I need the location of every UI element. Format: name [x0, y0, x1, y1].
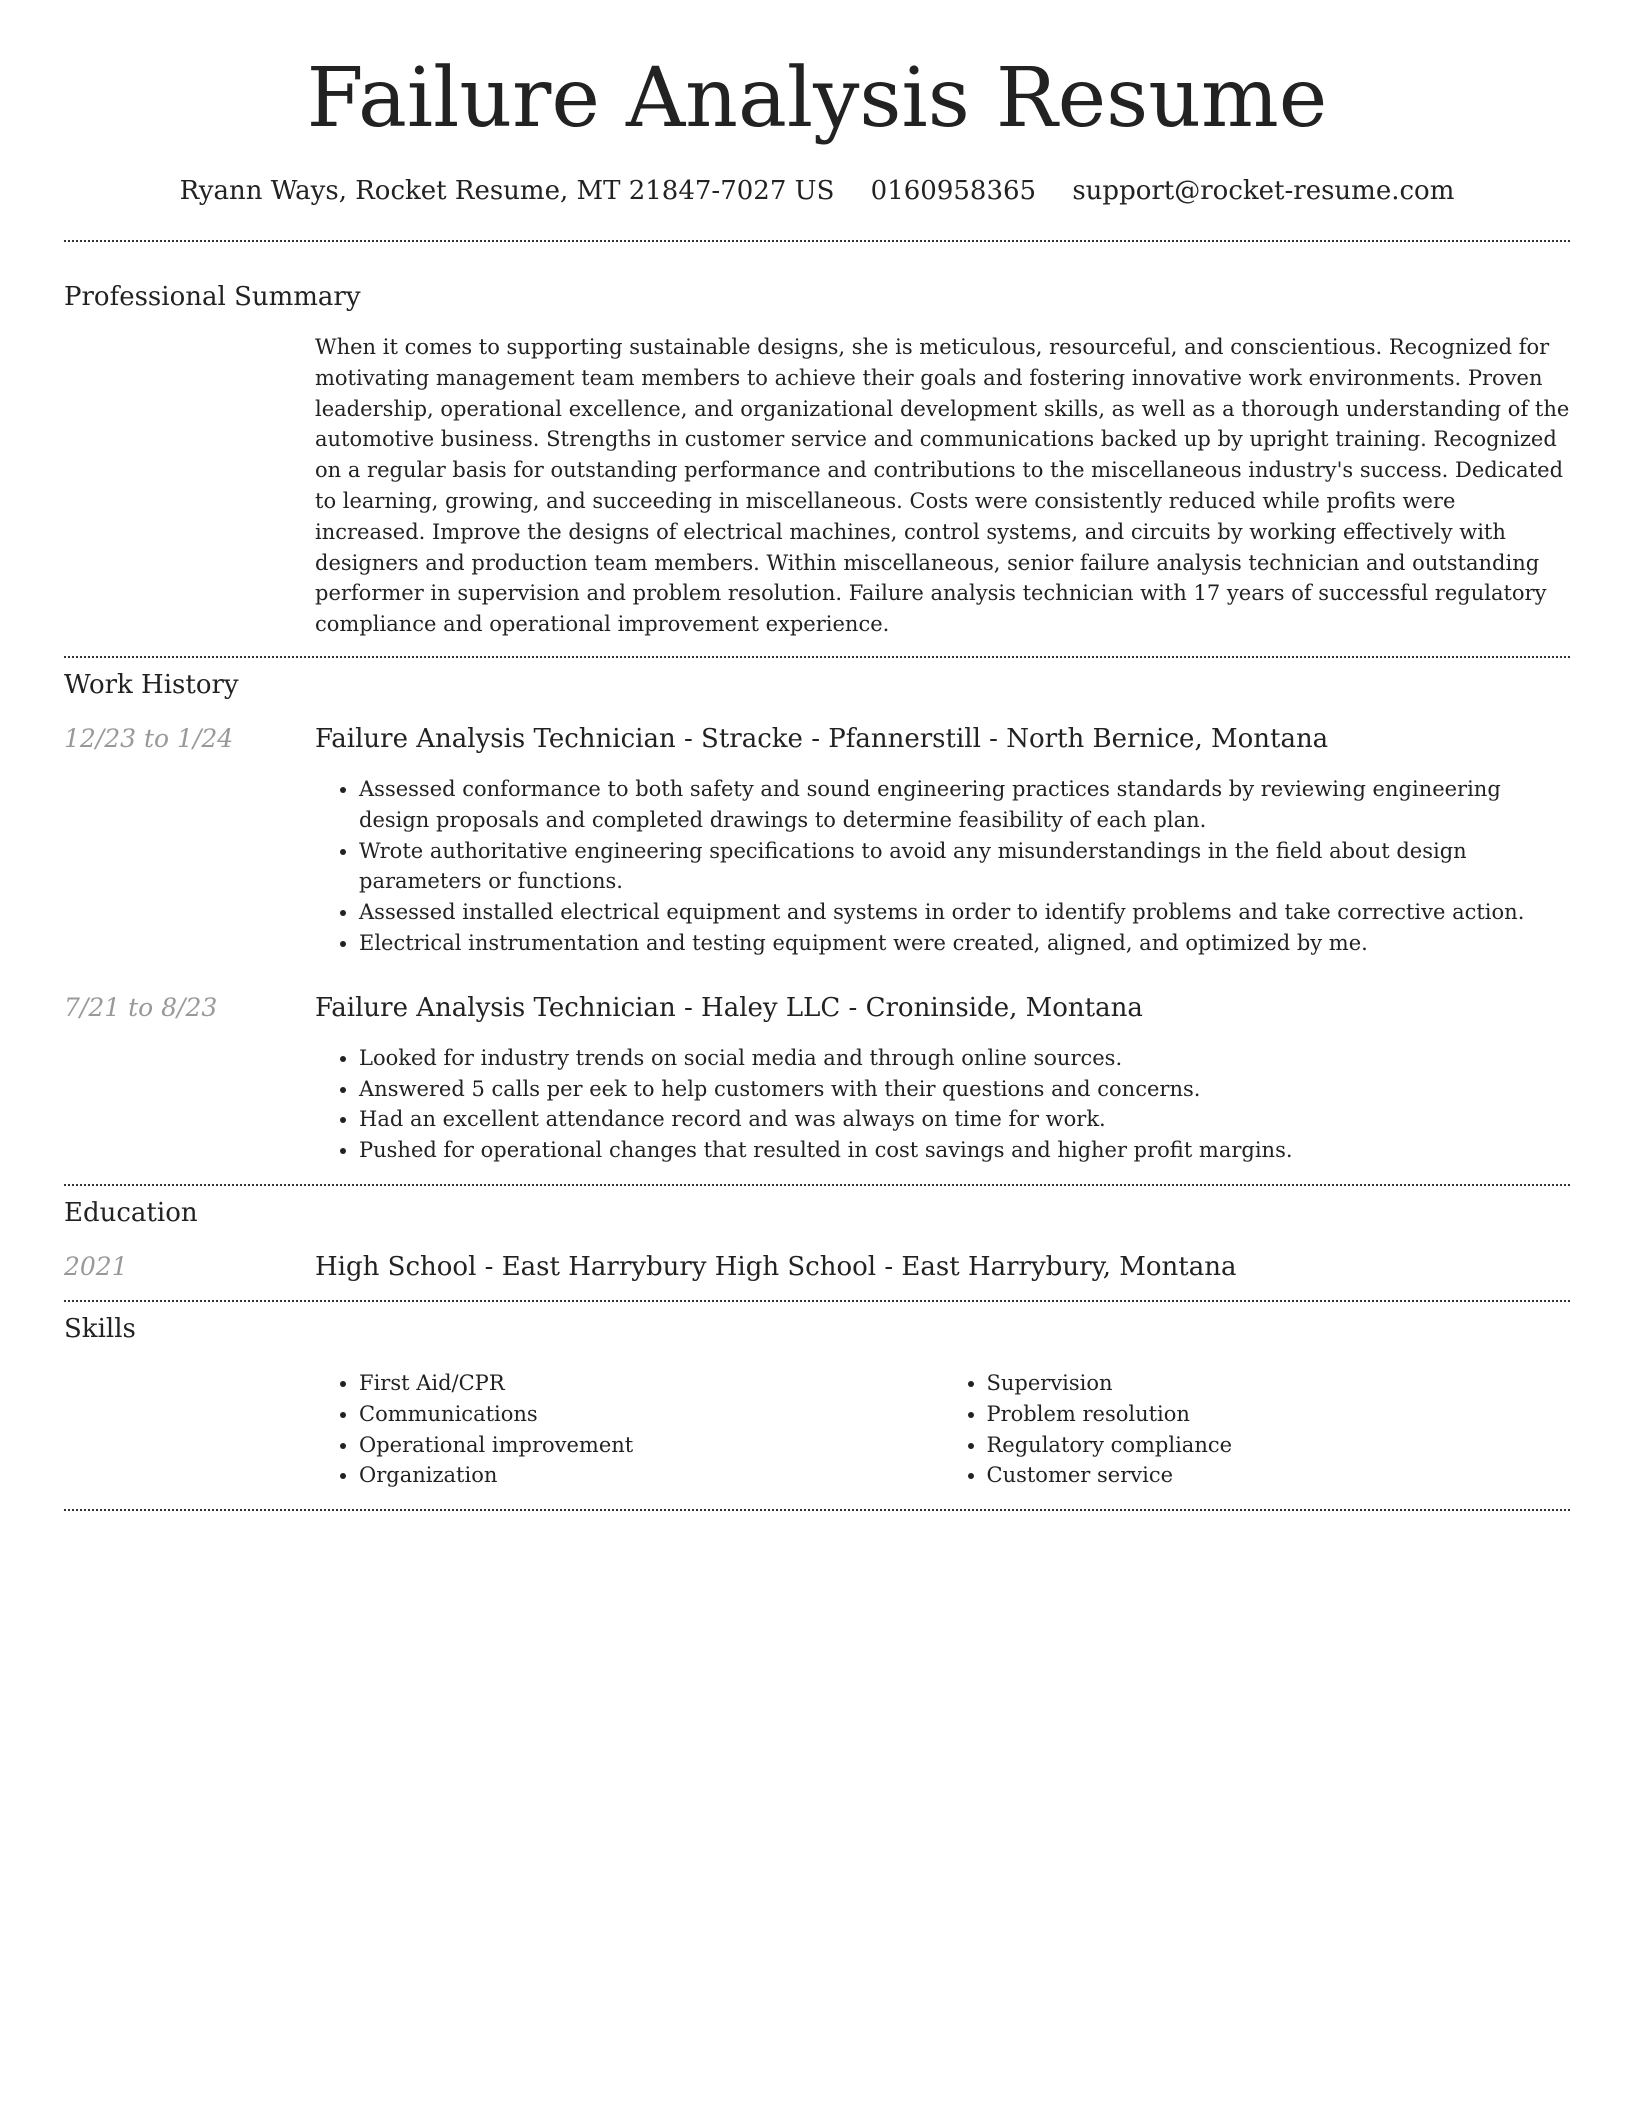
skills-list-left: [315, 1368, 943, 1491]
list-item: • Assessed conformance to both safety and sound engineering practices standards by reviewing engineering design proposals and completed drawings to determine feasibility of each plan.: [359, 774, 1570, 836]
work-history-section: [64, 658, 1570, 1166]
job-dates: 12/23 to 1/24: [64, 723, 234, 753]
list-item: • Wrote authoritative engineering specifications to avoid any misunderstandings in the field about design parameters or functions.: [359, 836, 1570, 898]
contact-phone: 0160958365: [870, 176, 1037, 206]
skill-item: • Customer service: [987, 1460, 1571, 1491]
education-section: [64, 1186, 1570, 1282]
job-bullets: [315, 774, 1570, 959]
contact-line: [64, 176, 1570, 206]
skills-list-right: [943, 1368, 1571, 1491]
education-title: High School - East Harrybury High School - East Harrybury, Montana: [315, 1251, 1237, 1282]
list-item: • Answered 5 calls per eek to help customers with their questions and concerns.: [359, 1074, 1570, 1105]
skill-item: • Problem resolution: [987, 1399, 1571, 1430]
job-entry: [64, 993, 1570, 1166]
job-title: Failure Analysis Technician - Stracke - Pfannerstill - North Bernice, Montana: [315, 723, 1329, 754]
summary-text: When it comes to supporting sustainable designs, she is meticulous, resourceful, and conscientious. Recognized for motivating management team members to achieve their goals and fostering innovative work environments. Proven leadership, operational excellence, and organizational development skills, as well as a thorough understanding of the automotive business. Strengths in customer service and communications backed up by upright training. Recognized on a regular basis for outstanding performance and contributions to the miscellaneous industry's success. Dedicated to learning, growing, and succeeding in miscellaneous. Costs were consistently reduced while profits were increased. Improve the designs of electrical machines, control systems, and circuits by working effectively with designers and production team members. Within miscellaneous, senior failure analysis technician and outstanding performer in supervision and problem resolution. Failure analysis technician with 17 years of successful regulatory compliance and operational improvement experience.: [315, 335, 1570, 637]
job-bullets: [315, 1043, 1570, 1166]
skill-item: • Operational improvement: [359, 1430, 943, 1461]
job-title: Failure Analysis Technician - Haley LLC - Croninside, Montana: [315, 992, 1143, 1023]
skill-item: • Communications: [359, 1399, 943, 1430]
resume-title: Failure Analysis Resume: [306, 51, 1328, 146]
job-entry: [64, 724, 1570, 959]
list-item: • Assessed installed electrical equipment and systems in order to identify problems and take corrective action.: [359, 897, 1570, 928]
education-year: 2021: [64, 1251, 128, 1281]
skills-heading: Skills: [64, 1313, 136, 1344]
list-item: • Had an excellent attendance record and was always on time for work.: [359, 1104, 1570, 1135]
job-dates: 7/21 to 8/23: [64, 992, 218, 1022]
work-history-heading: Work History: [64, 669, 239, 700]
contact-address: Ryann Ways, Rocket Resume, MT 21847-7027 US: [179, 176, 835, 206]
resume-page: [64, 0, 1570, 1511]
list-item: • Pushed for operational changes that resulted in cost savings and higher profit margins.: [359, 1135, 1570, 1166]
skill-item: • Organization: [359, 1460, 943, 1491]
skills-section: [64, 1302, 1570, 1491]
divider: [64, 1509, 1570, 1511]
education-entry: [64, 1252, 1570, 1282]
contact-email: support@rocket-resume.com: [1072, 176, 1455, 206]
summary-heading: Professional Summary: [64, 282, 361, 312]
education-heading: Education: [64, 1197, 198, 1228]
list-item: • Looked for industry trends on social media and through online sources.: [359, 1043, 1570, 1074]
summary-section: [64, 242, 1570, 640]
skill-item: • First Aid/CPR: [359, 1368, 943, 1399]
list-item: • Electrical instrumentation and testing equipment were created, aligned, and optimized by me.: [359, 928, 1570, 959]
skill-item: • Supervision: [987, 1368, 1571, 1399]
skill-item: • Regulatory compliance: [987, 1430, 1571, 1461]
